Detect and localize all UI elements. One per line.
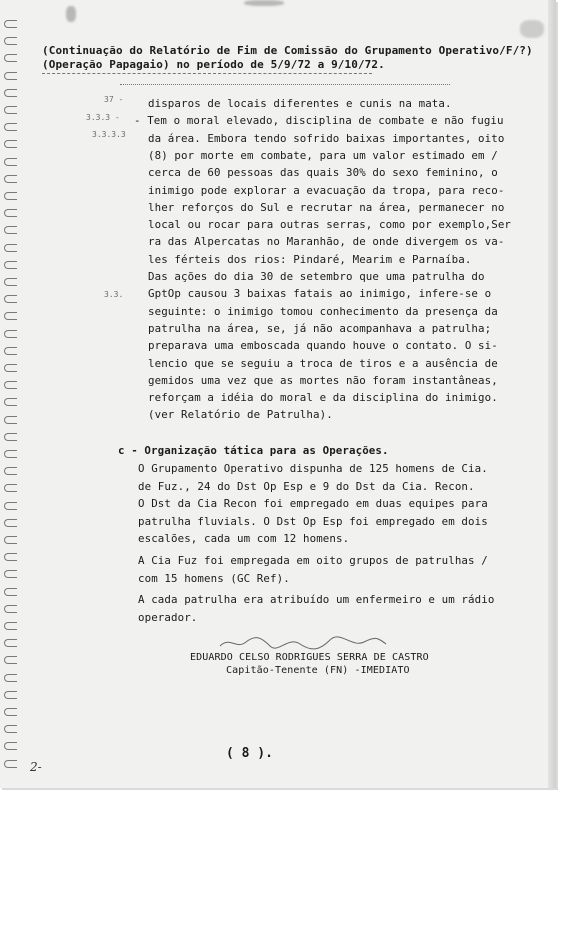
binding-ring (4, 123, 17, 131)
page-number: ( 8 ). (226, 746, 273, 761)
margin-mark: 3.3. (104, 290, 124, 299)
body-line: - Tem o moral elevado, disciplina de combate e não fugiu (134, 114, 504, 128)
binding-ring (4, 570, 17, 578)
ink-smudge (244, 0, 284, 6)
binding-ring (4, 209, 17, 217)
binding-ring (4, 450, 17, 458)
binding-ring (4, 295, 17, 303)
binding-ring (4, 588, 17, 596)
binding-ring (4, 347, 17, 355)
binding-ring (4, 89, 17, 97)
body-line: gemidos uma vez que as mortes não foram instantâneas, (148, 373, 498, 387)
binding-ring (4, 158, 17, 166)
binding-ring (4, 553, 17, 561)
binding-ring (4, 312, 17, 320)
header-underline (42, 73, 372, 75)
binding-ring (4, 639, 17, 647)
body-line: local ou rocar para outras serras, como por exemplo,Ser (148, 218, 512, 232)
corner-mark: 2- (30, 760, 42, 774)
margin-mark: 37 - (104, 95, 124, 104)
body-line: disparos de locais diferentes e cunis na mata. (148, 97, 452, 110)
binding-ring (4, 656, 17, 664)
binding-ring (4, 20, 17, 28)
binding-ring (4, 175, 17, 183)
binding-ring (4, 708, 17, 716)
binding-ring (4, 261, 17, 269)
binding-ring (4, 674, 17, 682)
section-c-line: A cada patrulha era atribuído um enfermeiro e um rádio (138, 593, 495, 607)
ink-smudge (66, 6, 76, 22)
binding-ring (4, 536, 17, 544)
signatory-name: EDUARDO CELSO RODRIGUES SERRA DE CASTRO (190, 652, 429, 663)
binding-ring (4, 106, 17, 114)
body-line: lencio que se seguiu a troca de tiros e a ausência de (148, 356, 498, 370)
section-c-line: O Grupamento Operativo dispunha de 125 homens de Cia. (138, 462, 488, 475)
body-line: GptOp causou 3 baixas fatais ao inimigo, infere-se o (148, 287, 492, 301)
section-c-line: com 15 homens (GC Ref). (138, 571, 290, 585)
binding-ring (4, 72, 17, 80)
binding-ring (4, 330, 17, 338)
section-c-line: de Fuz., 24 do Dst Op Esp e 9 do Dst da Cia. Recon. (138, 479, 475, 493)
body-line: da área. Embora tendo sofrido baixas importantes, oito (148, 131, 505, 145)
margin-mark: 3.3.3.3 (92, 130, 126, 139)
binding-ring (4, 484, 17, 492)
body-line: patrulha na área, se, já não acompanhava a patrulha; (148, 321, 492, 335)
binding-ring (4, 725, 17, 733)
binding-ring (4, 519, 17, 527)
section-c-heading: c - Organização tática para as Operações. (118, 444, 389, 457)
binding-ring (4, 416, 17, 424)
signature-scribble (218, 634, 388, 652)
body-line: seguinte: o inimigo tomou conhecimento da presença da (148, 304, 498, 318)
binding-ring (4, 605, 17, 613)
body-line: inimigo pode explorar a evacuação da tropa, para reco- (148, 183, 505, 197)
ink-smudge (520, 20, 544, 38)
binding-ring (4, 742, 17, 750)
body-line: preparava uma emboscada quando houve o contato. O si- (148, 339, 498, 353)
body-line: (8) por morte em combate, para um valor estimado em / (148, 148, 498, 162)
binding-ring (4, 760, 17, 768)
signatory-rank: Capitão-Tenente (FN) -IMEDIATO (226, 665, 410, 676)
body-line: (ver Relatório de Patrulha). (148, 408, 333, 422)
binding-ring (4, 226, 17, 234)
body-line: cerca de 60 pessoas das quais 30% do sexo feminino, o (148, 166, 498, 180)
margin-mark: 3.3.3 - (86, 113, 120, 122)
body-line: Das ações do dia 30 de setembro que uma patrulha do (148, 270, 485, 283)
section-c-line: A Cia Fuz foi empregada em oito grupos de patrulhas / (138, 554, 488, 567)
binding-ring (4, 364, 17, 372)
binding-ring (4, 54, 17, 62)
section-c-line: operador. (138, 610, 198, 624)
header-line-2: (Operação Papagaio) no período de 5/9/72 a 9/10/72. (42, 58, 385, 71)
binding-ring (4, 502, 17, 510)
page-edge-shadow (548, 0, 556, 788)
header-dashes (120, 84, 450, 86)
spiral-binding (0, 20, 24, 780)
header-line-1: (Continuação do Relatório de Fim de Comissão do Grupamento Operativo/F/?) (42, 44, 533, 57)
body-line: reforçam a idéia do moral e da disciplina do inimigo. (148, 391, 498, 405)
binding-ring (4, 278, 17, 286)
binding-ring (4, 433, 17, 441)
body-line: lher reforços do Sul e recrutar na área, permanecer no (148, 200, 505, 214)
section-c-line: O Dst da Cia Recon foi empregado em duas equipes para (138, 497, 488, 511)
body-line: les férteis dos rios: Pindaré, Mearim e Parnaíba. (148, 252, 472, 266)
binding-ring (4, 381, 17, 389)
body-line: ra das Alpercatas no Maranhão, de onde divergem os va- (148, 235, 505, 249)
binding-ring (4, 140, 17, 148)
section-c-line: patrulha fluvials. O Dst Op Esp foi empregado em dois (138, 514, 488, 528)
binding-ring (4, 398, 17, 406)
binding-ring (4, 467, 17, 475)
section-c-line: escalões, cada um com 12 homens. (138, 532, 350, 546)
binding-ring (4, 37, 17, 45)
binding-ring (4, 691, 17, 699)
binding-ring (4, 192, 17, 200)
binding-ring (4, 244, 17, 252)
binding-ring (4, 622, 17, 630)
